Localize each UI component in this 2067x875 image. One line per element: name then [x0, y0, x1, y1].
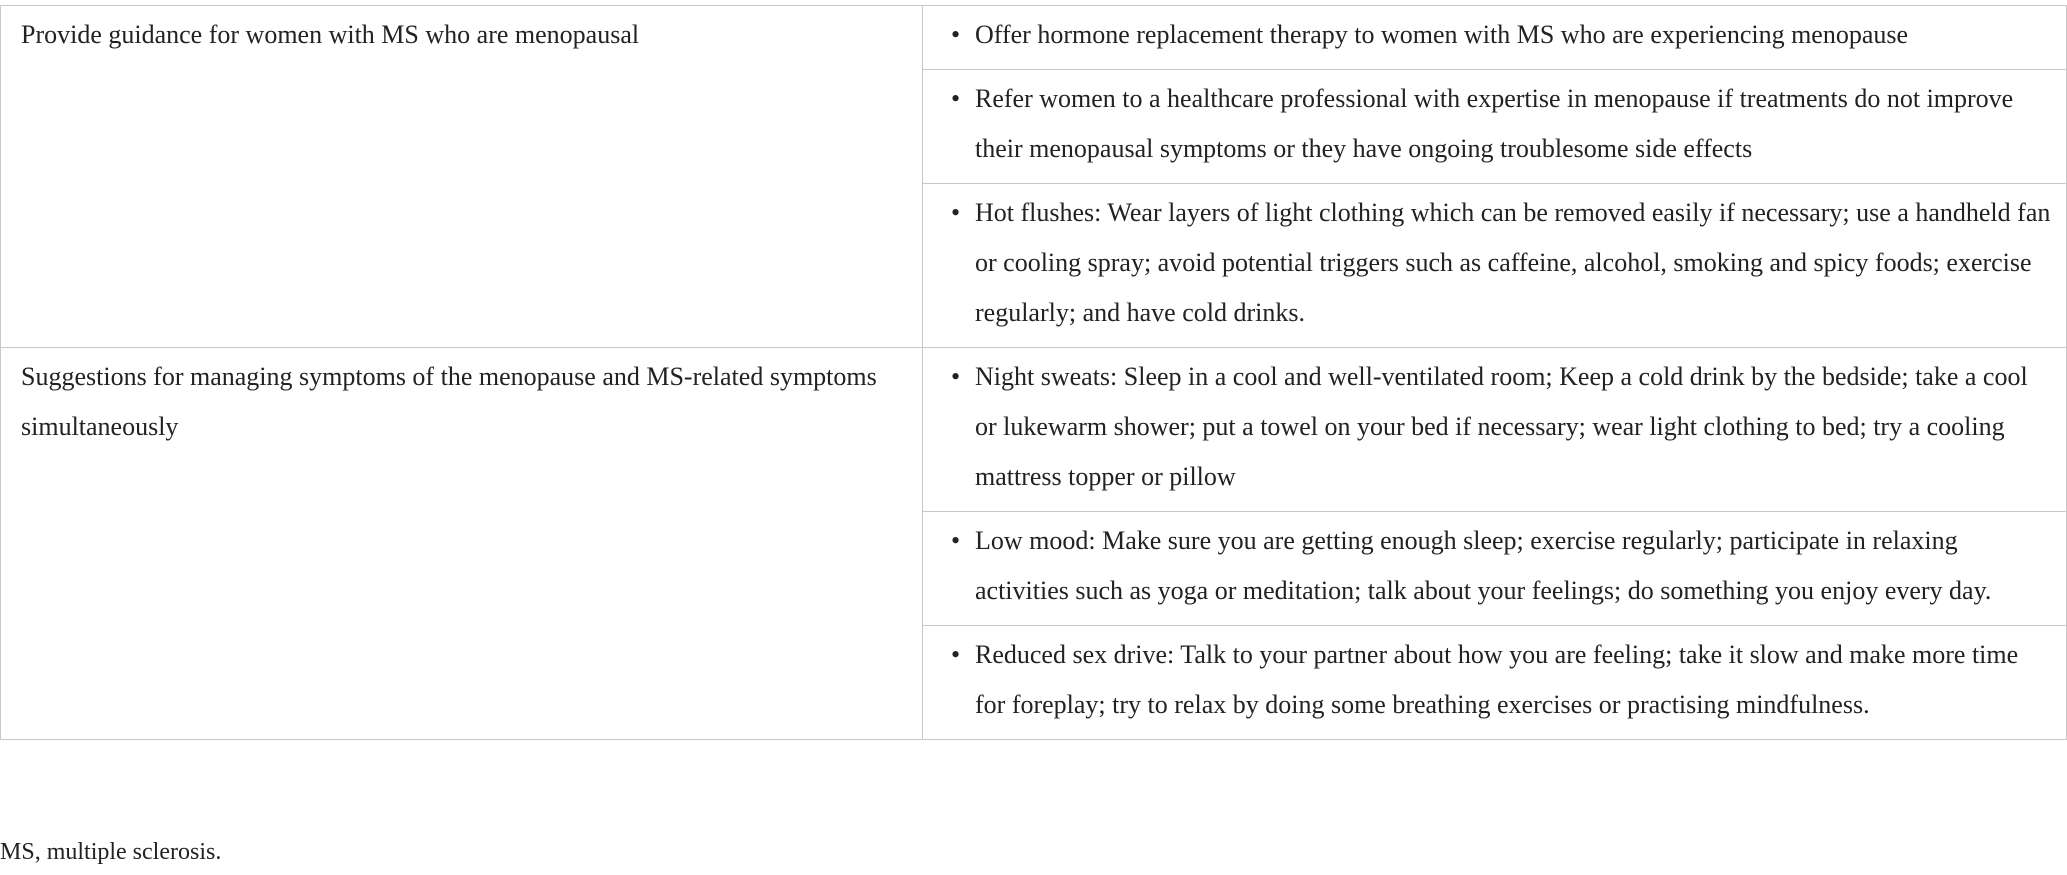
bullet-icon: •	[951, 198, 961, 227]
bullet-icon: •	[951, 84, 961, 113]
recommendation-text: Night sweats: Sleep in a cool and well-ventilated room; Keep a cold drink by the bedside; take a cool or lukewarm shower; put a towel on your bed if necessary; wear light clothing to bed; try a cooling mattress topper or pillow	[975, 362, 2028, 491]
topic-cell: Suggestions for managing symptoms of the menopause and MS-related symptoms simultaneously	[1, 348, 923, 740]
recommendation-text: Refer women to a healthcare professional with expertise in menopause if treatments do not improve their menopausal symptoms or they have ongoing troublesome side effects	[975, 84, 2014, 163]
bullet-icon: •	[951, 526, 961, 555]
recommendation-cell	[923, 6, 2067, 70]
bullet-icon: •	[951, 362, 961, 391]
recommendation-cell	[923, 348, 2067, 512]
recommendation-text: Low mood: Make sure you are getting enough sleep; exercise regularly; participate in relaxing activities such as yoga or meditation; talk about your feelings; do something you enjoy every day.	[975, 526, 1992, 605]
guidance-table	[0, 5, 2067, 740]
table-row	[1, 6, 2067, 70]
recommendation-text: Reduced sex drive: Talk to your partner about how you are feeling; take it slow and make more time for foreplay; try to relax by doing some breathing exercises or practising mindfulness.	[975, 640, 2019, 719]
recommendation-text: Hot flushes: Wear layers of light clothing which can be removed easily if necessary; use a handheld fan or cooling spray; avoid potential triggers such as caffeine, alcohol, smoking and spicy foods; exercise regularly; and have cold drinks.	[975, 198, 2051, 327]
recommendation-text: Offer hormone replacement therapy to women with MS who are experiencing menopause	[975, 20, 1909, 49]
recommendation-cell	[923, 512, 2067, 626]
recommendation-cell	[923, 626, 2067, 740]
topic-cell: Provide guidance for women with MS who are menopausal	[1, 6, 923, 348]
table-row	[1, 348, 2067, 512]
bullet-icon: •	[951, 640, 961, 669]
recommendation-cell	[923, 70, 2067, 184]
recommendation-cell	[923, 184, 2067, 348]
bullet-icon: •	[951, 20, 961, 49]
table-footnote: MS, multiple sclerosis.	[0, 839, 222, 865]
